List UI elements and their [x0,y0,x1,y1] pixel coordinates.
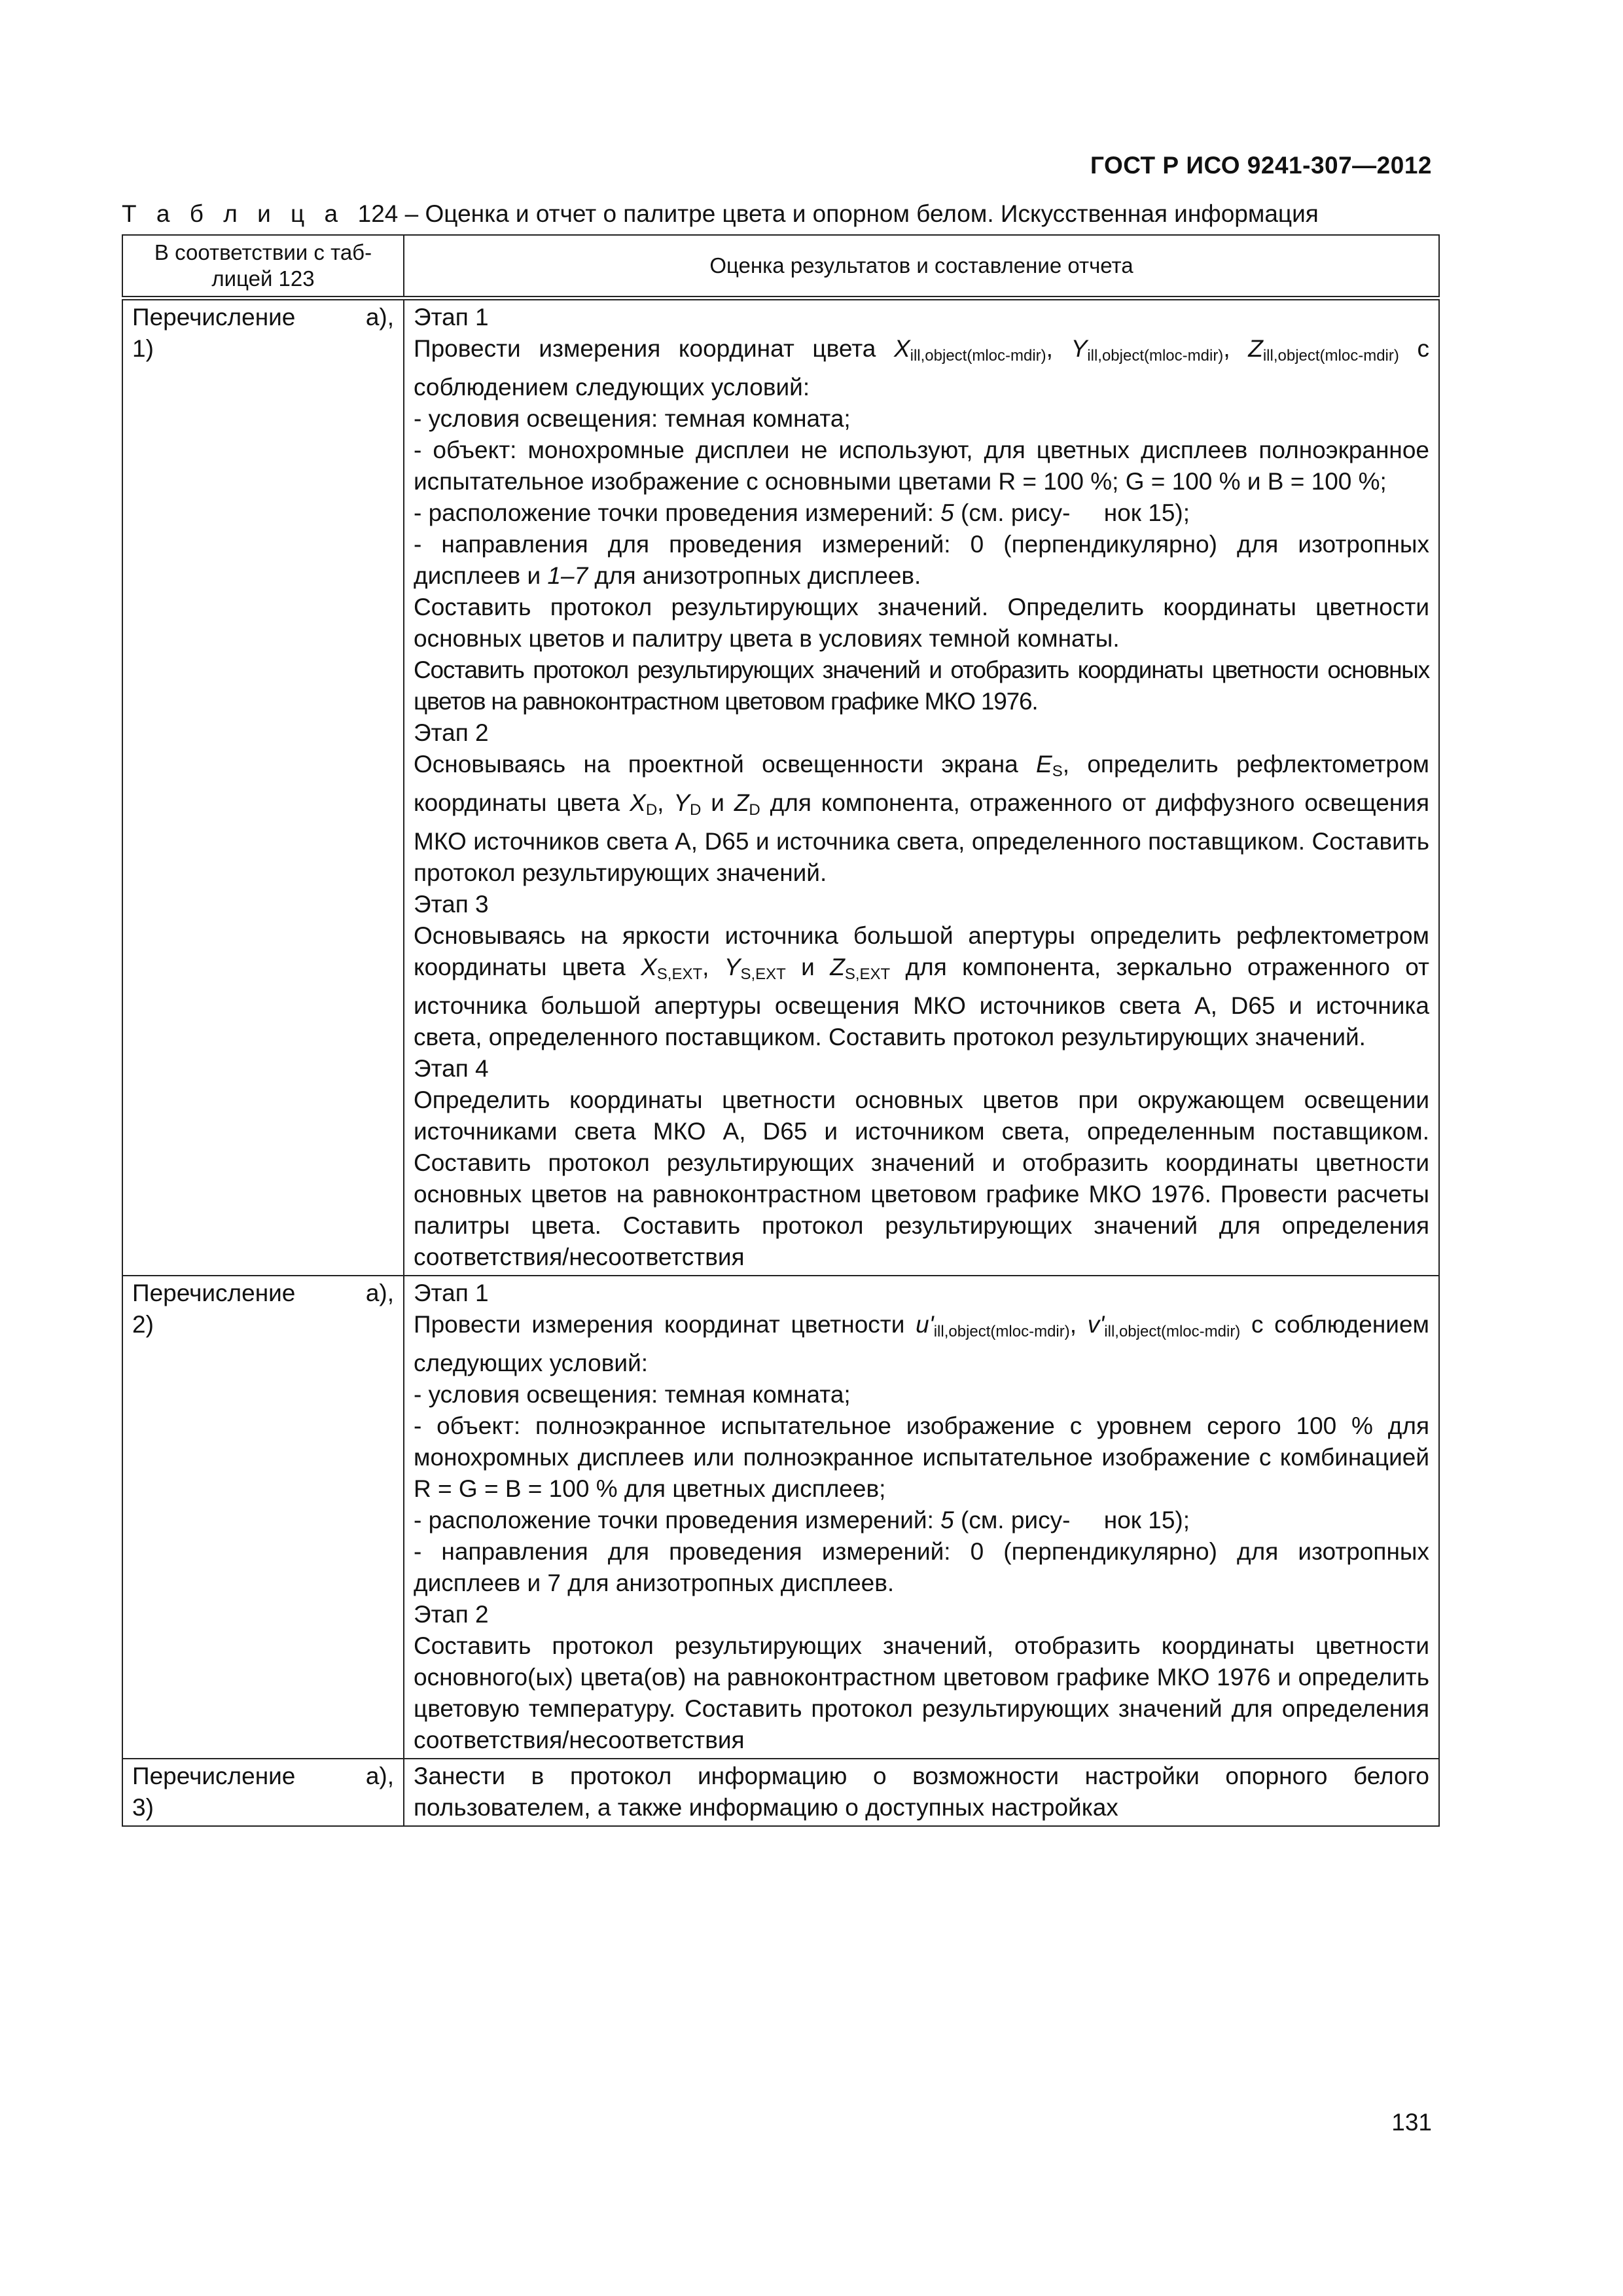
table-row [122,298,1439,1276]
stage-text: Определить координаты цветности основных цветов при окружающем освещении источниками света МКО A, D65 и источником света, определенным поставщиком. Составить протокол результирующих значений и отобразить координаты цветности основных цветов на равноконтрастном цветовом графике МКО 1976. Провести расчеты палитры цвета. Составить протокол результирующих значений для определения соответствия/несоответствия [414,1086,1429,1270]
row-evaluation [404,1759,1439,1826]
table-caption [122,200,1437,228]
stage-text: Провести измерения координат цветности $u'_{ill,object(mloc-mdir)}$, $v'_{ill,object(mloc-mdir)}$ с соблюдением следующих условий: [414,1311,1429,1376]
header-evaluation: Оценка результатов и составление отчета [404,235,1439,298]
ref-number: 2) [132,1311,154,1338]
stage-text: Основываясь на яркости источника большой апертуры определить рефлектометром координаты цвета $X_{S,EXT}$, $Y_{S,EXT}$ и $Z_{S,EXT}$ для компонента, зеркально отраженного от источника большой апертуры освещения МКО источников света A, D65 и источника света, определенного поставщиком. Составить протокол результирующих значений. [414,922,1430,1050]
stage-text: Занести в протокол информацию о возможности настройки опорного белого пользователем, а также информацию о доступных настройках [414,1763,1429,1821]
ref-number: 1) [132,335,154,362]
condition-item: - объект: монохромные дисплеи не используют, для цветных дисплеев полноэкранное испытательное изображение с основными цветами R = 100 %; G = 100 % и B = 100 %; [414,437,1429,495]
condition-item: - условия освещения: темная комната; [414,1381,851,1408]
table-row [122,1276,1439,1759]
row-evaluation [404,298,1439,1276]
stage-title: Этап 2 [414,719,489,746]
ref-label: Перечисление [132,1763,296,1789]
stage-title: Этап 2 [414,1601,489,1628]
row-reference [122,1276,404,1759]
document-id: ГОСТ Р ИСО 9241-307—2012 [1090,152,1432,179]
table-row [122,1759,1439,1826]
stage-text: Составить протокол результирующих значений, отобразить координаты цветности основного(ых) цвета(ов) на равноконтрастном цветовом графике МКО 1976 и определить цветовую температуру. Составить протокол результирующих значений для определения соответствия/несоответствия [414,1632,1429,1753]
condition-item: - направления для проведения измерений: 0 (перпендикулярно) для изотропных дисплеев и 1–7 для анизотропных дисплеев. [414,531,1429,589]
caption-label: Т а б л и ц а [122,200,345,227]
ref-label: Перечисление [132,304,296,331]
caption-text: 124 – Оценка и отчет о палитре цвета и опорном белом. Искусственная информация [357,200,1319,227]
row-evaluation [404,1276,1439,1759]
evaluation-table [122,234,1440,1827]
row-reference [122,298,404,1276]
ref-item: а), [365,304,394,331]
stage-text: Провести измерения координат цвета $X_{ill,object(mloc-mdir)}$, $Y_{ill,object(mloc-mdir)}$, $Z_{ill,object(mloc-mdir)}$ с соблюдением следующих условий: [414,335,1430,401]
ref-number: 3) [132,1794,154,1821]
condition-item: - расположение точки проведения измерений: 5 (см. рису- нок 15); [414,499,1190,526]
ref-label: Перечисление [132,1280,296,1306]
stage-title: Этап 1 [414,1280,489,1306]
stage-title: Этап 3 [414,891,489,918]
condition-item: - объект: полноэкранное испытательное изображение с уровнем серого 100 % для монохромных дисплеев или полноэкранное испытательное изображение с комбинацией R = G = B = 100 % для цветных дисплеев; [414,1412,1429,1502]
table-header-row [122,235,1439,298]
page-number: 131 [1391,2109,1432,2136]
condition-item: - условия освещения: темная комната; [414,405,851,432]
condition-item: - расположение точки проведения измерений: 5 (см. рису- нок 15); [414,1507,1190,1534]
stage-text: Составить протокол результирующих значений. Определить координаты цветности основных цветов и палитру цвета в условиях темной комнаты. [414,594,1429,652]
ref-item: а), [365,1763,394,1789]
condition-item: - направления для проведения измерений: 0 (перпендикулярно) для изотропных дисплеев и 7 для анизотропных дисплеев. [414,1538,1429,1596]
stage-text: Составить протокол результирующих значений и отобразить координаты цветности основных цветов на равноконтрастном цветовом графике МКО 1976. [414,656,1429,715]
stage-title: Этап 4 [414,1055,489,1082]
header-reference: В соответствии с таб-лицей 123 [122,235,404,298]
row-reference [122,1759,404,1826]
ref-item: а), [365,1280,394,1306]
stage-text: Основываясь на проектной освещенности экрана $E_S$, определить рефлектометром координаты цвета $X_D$, $Y_D$ и $Z_D$ для компонента, отраженного от диффузного освещения МКО источников света A, D65 и источника света, определенного поставщиком. Составить протокол результирующих значений. [414,751,1430,886]
stage-title: Этап 1 [414,304,489,331]
